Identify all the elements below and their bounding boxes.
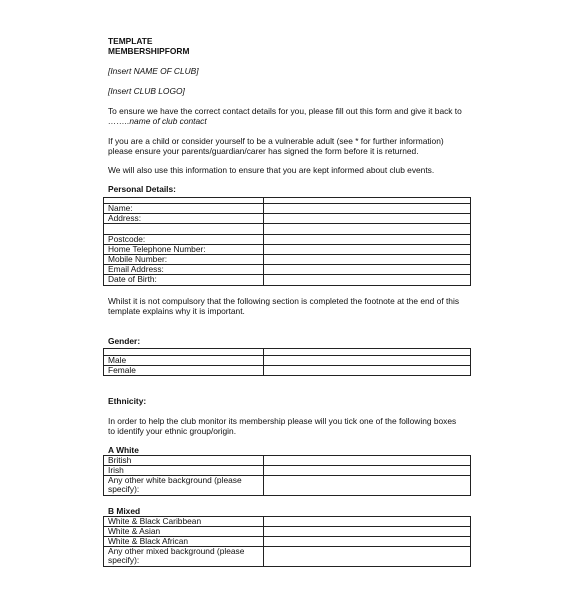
male-label: Male: [104, 356, 264, 366]
mobile-number-field[interactable]: [264, 255, 471, 265]
table-row: [104, 537, 471, 547]
name-field[interactable]: [264, 204, 471, 214]
british-checkbox-cell[interactable]: [264, 456, 471, 466]
address-continued-label: [104, 224, 264, 235]
white-table: [103, 455, 471, 496]
intro-paragraph-2-line-1: If you are a child or consider yourself to be a vulnerable adult (see * for further information): [108, 136, 444, 146]
other-mixed-label-line-2: specify):: [108, 555, 140, 565]
field-label: [104, 349, 264, 356]
home-telephone-label: Home Telephone Number:: [104, 245, 264, 255]
ethnicity-intro-line-1: In order to help the club monitor its membership please will you tick one of the following boxes: [108, 416, 457, 426]
table-row: [104, 527, 471, 537]
home-telephone-field[interactable]: [264, 245, 471, 255]
table-row: [104, 224, 471, 235]
optional-note-line-1: Whilst it is not compulsory that the following section is completed the footnote at the end of this: [108, 296, 460, 306]
intro-paragraph-3: We will also use this information to ensure that you are kept informed about club events.: [108, 165, 435, 175]
answer-cell[interactable]: [264, 349, 471, 356]
table-row: [104, 275, 471, 286]
other-mixed-label-line-1: Any other mixed background (please: [108, 546, 245, 556]
table-row: [104, 204, 471, 214]
club-name-placeholder: [Insert NAME OF CLUB]: [108, 66, 199, 76]
address-continued-field[interactable]: [264, 224, 471, 235]
female-label: Female: [104, 366, 264, 376]
mobile-number-label: Mobile Number:: [104, 255, 264, 265]
table-row: [104, 456, 471, 466]
address-field[interactable]: [264, 214, 471, 224]
ethnicity-heading: Ethnicity:: [108, 396, 147, 406]
other-white-label-line-1: Any other white background (please: [108, 475, 242, 485]
table-row: [104, 265, 471, 275]
table-row: [104, 547, 471, 567]
other-mixed-label: [104, 547, 264, 567]
table-row: [104, 356, 471, 366]
postcode-field[interactable]: [264, 235, 471, 245]
table-row: [104, 517, 471, 527]
table-row: [104, 466, 471, 476]
table-row: [104, 255, 471, 265]
table-row: [104, 214, 471, 224]
club-logo-placeholder: [Insert CLUB LOGO]: [108, 86, 185, 96]
personal-details-table: [103, 197, 471, 286]
male-checkbox-cell[interactable]: [264, 356, 471, 366]
white-black-caribbean-checkbox-cell[interactable]: [264, 517, 471, 527]
female-checkbox-cell[interactable]: [264, 366, 471, 376]
email-address-label: Email Address:: [104, 265, 264, 275]
white-black-african-label: White & Black African: [104, 537, 264, 547]
form-title: MEMBERSHIPFORM: [108, 46, 190, 56]
optional-note-line-2: template explains why it is important.: [108, 306, 245, 316]
irish-checkbox-cell[interactable]: [264, 466, 471, 476]
gender-heading: Gender:: [108, 336, 141, 346]
template-title: TEMPLATE: [108, 36, 153, 46]
ethnicity-intro-line-2: to identify your ethnic group/origin.: [108, 426, 237, 436]
intro-paragraph-2-line-2: please ensure your parents/guardian/carer has signed the form before it is returned.: [108, 146, 419, 156]
gender-table: [103, 348, 471, 376]
date-of-birth-field[interactable]: [264, 275, 471, 286]
email-address-field[interactable]: [264, 265, 471, 275]
table-row: [104, 245, 471, 255]
white-black-caribbean-label: White & Black Caribbean: [104, 517, 264, 527]
mixed-heading: B Mixed: [108, 506, 141, 516]
other-white-label-line-2: specify):: [108, 484, 140, 494]
white-black-african-checkbox-cell[interactable]: [264, 537, 471, 547]
white-asian-checkbox-cell[interactable]: [264, 527, 471, 537]
irish-label: Irish: [104, 466, 264, 476]
table-row: [104, 235, 471, 245]
mixed-table: [103, 516, 471, 567]
other-mixed-field[interactable]: [264, 547, 471, 567]
british-label: British: [104, 456, 264, 466]
other-white-label: [104, 476, 264, 496]
white-heading: A White: [108, 445, 139, 455]
address-label: Address:: [104, 214, 264, 224]
name-label: Name:: [104, 204, 264, 214]
table-row: [104, 349, 471, 356]
personal-details-heading: Personal Details:: [108, 184, 176, 194]
intro-paragraph-1-line-2: ……..name of club contact: [108, 116, 207, 126]
table-row: [104, 476, 471, 496]
table-row: [104, 366, 471, 376]
date-of-birth-label: Date of Birth:: [104, 275, 264, 286]
intro-paragraph-1-line-1: To ensure we have the correct contact details for you, please fill out this form and give it back to: [108, 106, 462, 116]
other-white-field[interactable]: [264, 476, 471, 496]
postcode-label: Postcode:: [104, 235, 264, 245]
white-asian-label: White & Asian: [104, 527, 264, 537]
